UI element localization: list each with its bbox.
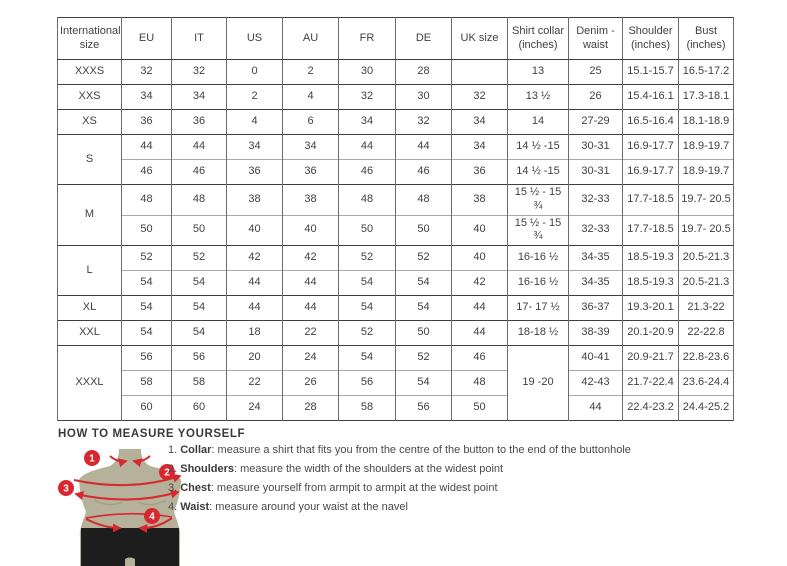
table-cell: 36 xyxy=(172,110,227,135)
table-cell: 42 xyxy=(227,246,283,271)
column-header: Shirt collar (inches) xyxy=(508,18,569,60)
table-cell: 25 xyxy=(569,60,623,85)
table-cell: 48 xyxy=(396,185,452,216)
table-row xyxy=(58,60,734,85)
measure-step xyxy=(168,460,648,479)
table-cell: 34 xyxy=(283,135,339,160)
table-cell: 14 xyxy=(508,110,569,135)
measure-step xyxy=(168,498,648,517)
column-header: International size xyxy=(58,18,122,60)
table-cell: 34 xyxy=(452,110,508,135)
table-cell: 30-31 xyxy=(569,160,623,185)
table-cell: 19.3-20.1 xyxy=(623,296,679,321)
table-cell: 32 xyxy=(122,60,172,85)
table-cell: 60 xyxy=(172,396,227,421)
table-cell: 46 xyxy=(452,346,508,371)
table-cell: 52 xyxy=(339,246,396,271)
table-cell: 21.3-22 xyxy=(679,296,734,321)
table-cell: 13 xyxy=(508,60,569,85)
step-text: : measure a shirt that fits you from the centre of the button to the end of the buttonhole xyxy=(211,444,631,456)
step-number: 2. xyxy=(168,463,181,475)
table-row xyxy=(58,110,734,135)
table-row xyxy=(58,321,734,346)
table-cell: 52 xyxy=(172,246,227,271)
table-cell: 32 xyxy=(396,110,452,135)
table-cell: 52 xyxy=(396,246,452,271)
size-label: XXXS xyxy=(58,60,122,85)
table-cell: 32-33 xyxy=(569,185,623,216)
table-row xyxy=(58,271,734,296)
table-cell: 50 xyxy=(396,321,452,346)
table-cell: 19.7- 20.5 xyxy=(679,215,734,246)
table-cell xyxy=(452,60,508,85)
table-cell: 52 xyxy=(339,321,396,346)
table-row xyxy=(58,371,734,396)
step-label: Shoulders xyxy=(180,463,235,475)
table-cell: 54 xyxy=(172,296,227,321)
table-cell: 15.4-16.1 xyxy=(623,85,679,110)
table-cell: 34-35 xyxy=(569,246,623,271)
table-cell: 22 xyxy=(227,371,283,396)
step-text: : measure around your waist at the navel xyxy=(209,501,408,513)
measure-heading: HOW TO MEASURE YOURSELF xyxy=(58,428,246,440)
table-cell: 50 xyxy=(172,215,227,246)
table-cell: 0 xyxy=(227,60,283,85)
table-cell: 50 xyxy=(396,215,452,246)
size-table-body xyxy=(58,60,734,421)
measure-point-3 xyxy=(58,480,74,496)
table-cell: 54 xyxy=(122,271,172,296)
table-cell: 36 xyxy=(122,110,172,135)
table-cell: 18.1-18.9 xyxy=(679,110,734,135)
table-row xyxy=(58,396,734,421)
table-cell: 20 xyxy=(227,346,283,371)
table-cell: 54 xyxy=(339,296,396,321)
step-text: : measure yourself from armpit to armpit at the widest point xyxy=(210,482,498,494)
size-label: XL xyxy=(58,296,122,321)
table-cell: 22 xyxy=(283,321,339,346)
table-cell: 34-35 xyxy=(569,271,623,296)
table-cell: 56 xyxy=(396,396,452,421)
table-cell: 44 xyxy=(283,271,339,296)
step-number: 1. xyxy=(168,444,181,456)
table-cell: 38 xyxy=(283,185,339,216)
table-cell: 19 -20 xyxy=(508,346,569,421)
table-cell: 28 xyxy=(283,396,339,421)
table-cell: 54 xyxy=(396,296,452,321)
table-cell: 48 xyxy=(339,185,396,216)
table-cell: 26 xyxy=(283,371,339,396)
table-cell: 27-29 xyxy=(569,110,623,135)
table-cell: 6 xyxy=(283,110,339,135)
table-row xyxy=(58,346,734,371)
column-header: EU xyxy=(122,18,172,60)
size-chart-table xyxy=(57,17,734,421)
table-cell: 38 xyxy=(452,185,508,216)
table-cell: 15.1-15.7 xyxy=(623,60,679,85)
table-row xyxy=(58,135,734,160)
table-cell: 4 xyxy=(283,85,339,110)
size-label: XS xyxy=(58,110,122,135)
table-cell: 20.5-21.3 xyxy=(679,246,734,271)
table-cell: 15 ½ - 15 ¾ xyxy=(508,185,569,216)
column-header: IT xyxy=(172,18,227,60)
table-cell: 34 xyxy=(122,85,172,110)
table-cell: 56 xyxy=(339,371,396,396)
table-row xyxy=(58,185,734,216)
table-cell: 54 xyxy=(339,346,396,371)
table-cell: 40 xyxy=(283,215,339,246)
table-header-row xyxy=(58,18,734,60)
table-cell: 44 xyxy=(339,135,396,160)
size-label: L xyxy=(58,246,122,296)
table-cell: 36 xyxy=(227,160,283,185)
table-cell: 50 xyxy=(122,215,172,246)
table-cell: 40-41 xyxy=(569,346,623,371)
table-cell: 36 xyxy=(452,160,508,185)
table-cell: 44 xyxy=(283,296,339,321)
table-cell: 44 xyxy=(172,135,227,160)
table-row xyxy=(58,246,734,271)
table-cell: 17.7-18.5 xyxy=(623,215,679,246)
table-cell: 26 xyxy=(569,85,623,110)
table-cell: 40 xyxy=(452,246,508,271)
table-cell: 34 xyxy=(227,135,283,160)
table-cell: 46 xyxy=(172,160,227,185)
table-cell: 52 xyxy=(396,346,452,371)
table-row xyxy=(58,160,734,185)
measure-steps xyxy=(168,441,648,517)
table-cell: 20.5-21.3 xyxy=(679,271,734,296)
table-cell: 42 xyxy=(452,271,508,296)
measure-point-number: 2 xyxy=(164,467,170,479)
table-cell: 32-33 xyxy=(569,215,623,246)
table-cell: 24 xyxy=(227,396,283,421)
size-label: S xyxy=(58,135,122,185)
table-cell: 44 xyxy=(227,296,283,321)
table-cell: 54 xyxy=(172,321,227,346)
table-cell: 54 xyxy=(396,271,452,296)
table-cell: 42-43 xyxy=(569,371,623,396)
table-cell: 34 xyxy=(172,85,227,110)
table-cell: 56 xyxy=(172,346,227,371)
table-cell: 46 xyxy=(122,160,172,185)
table-cell: 14 ½ -15 xyxy=(508,135,569,160)
column-header: Bust (inches) xyxy=(679,18,734,60)
table-cell: 38 xyxy=(227,185,283,216)
measure-point-1 xyxy=(84,450,100,466)
table-cell: 22.4-23.2 xyxy=(623,396,679,421)
measure-point-number: 1 xyxy=(89,453,95,465)
table-cell: 22-22.8 xyxy=(679,321,734,346)
table-cell: 16-16 ½ xyxy=(508,271,569,296)
table-cell: 23.6-24.4 xyxy=(679,371,734,396)
table-cell: 16.9-17.7 xyxy=(623,135,679,160)
table-cell: 16-16 ½ xyxy=(508,246,569,271)
step-number: 4. xyxy=(168,501,181,513)
table-cell: 36 xyxy=(283,160,339,185)
table-cell: 54 xyxy=(396,371,452,396)
table-cell: 19.7- 20.5 xyxy=(679,185,734,216)
table-cell: 36-37 xyxy=(569,296,623,321)
table-cell: 24.4-25.2 xyxy=(679,396,734,421)
table-cell: 56 xyxy=(122,346,172,371)
table-cell: 32 xyxy=(339,85,396,110)
table-cell: 46 xyxy=(396,160,452,185)
table-cell: 20.9-21.7 xyxy=(623,346,679,371)
size-label: XXS xyxy=(58,85,122,110)
column-header: FR xyxy=(339,18,396,60)
size-label: M xyxy=(58,185,122,246)
table-cell: 21.7-22.4 xyxy=(623,371,679,396)
table-cell: 44 xyxy=(122,135,172,160)
table-cell: 13 ½ xyxy=(508,85,569,110)
table-cell: 30 xyxy=(339,60,396,85)
table-cell: 18.9-19.7 xyxy=(679,135,734,160)
measure-step xyxy=(168,479,648,498)
table-cell: 48 xyxy=(122,185,172,216)
table-cell: 18.5-19.3 xyxy=(623,271,679,296)
step-text: : measure the width of the shoulders at the widest point xyxy=(234,463,504,475)
table-cell: 40 xyxy=(452,215,508,246)
table-cell: 44 xyxy=(227,271,283,296)
table-cell: 54 xyxy=(122,321,172,346)
table-cell: 42 xyxy=(283,246,339,271)
table-cell: 54 xyxy=(172,271,227,296)
table-cell: 58 xyxy=(172,371,227,396)
table-cell: 54 xyxy=(122,296,172,321)
table-cell: 15 ½ - 15 ¾ xyxy=(508,215,569,246)
measure-point-number: 3 xyxy=(63,483,69,495)
measure-step xyxy=(168,441,648,460)
table-cell: 46 xyxy=(339,160,396,185)
table-cell: 16.5-16.4 xyxy=(623,110,679,135)
table-cell: 18-18 ½ xyxy=(508,321,569,346)
table-cell: 54 xyxy=(339,271,396,296)
table-cell: 48 xyxy=(452,371,508,396)
column-header: Denim - waist xyxy=(569,18,623,60)
size-label: XXXL xyxy=(58,346,122,421)
table-row xyxy=(58,296,734,321)
measure-point-number: 4 xyxy=(149,511,155,523)
table-cell: 58 xyxy=(339,396,396,421)
table-cell: 44 xyxy=(452,296,508,321)
table-cell: 30 xyxy=(396,85,452,110)
table-cell: 60 xyxy=(122,396,172,421)
table-cell: 4 xyxy=(227,110,283,135)
table-cell: 17- 17 ½ xyxy=(508,296,569,321)
table-cell: 44 xyxy=(452,321,508,346)
table-cell: 22.8-23.6 xyxy=(679,346,734,371)
table-row xyxy=(58,215,734,246)
table-cell: 14 ½ -15 xyxy=(508,160,569,185)
table-cell: 24 xyxy=(283,346,339,371)
table-cell: 32 xyxy=(452,85,508,110)
measure-point-4 xyxy=(144,508,160,524)
table-cell: 34 xyxy=(339,110,396,135)
table-cell: 30-31 xyxy=(569,135,623,160)
table-cell: 52 xyxy=(122,246,172,271)
size-label: XXL xyxy=(58,321,122,346)
step-label: Chest xyxy=(180,482,211,494)
column-header: AU xyxy=(283,18,339,60)
table-cell: 18 xyxy=(227,321,283,346)
table-cell: 50 xyxy=(339,215,396,246)
table-row xyxy=(58,85,734,110)
column-header: Shoulder (inches) xyxy=(623,18,679,60)
table-cell: 58 xyxy=(122,371,172,396)
table-cell: 34 xyxy=(452,135,508,160)
step-label: Collar xyxy=(180,444,212,456)
table-cell: 38-39 xyxy=(569,321,623,346)
table-cell: 16.9-17.7 xyxy=(623,160,679,185)
table-cell: 2 xyxy=(283,60,339,85)
table-cell: 16.5-17.2 xyxy=(679,60,734,85)
step-number: 3. xyxy=(168,482,181,494)
table-cell: 18.9-19.7 xyxy=(679,160,734,185)
table-cell: 17.7-18.5 xyxy=(623,185,679,216)
table-cell: 44 xyxy=(569,396,623,421)
table-cell: 17.3-18.1 xyxy=(679,85,734,110)
table-cell: 32 xyxy=(172,60,227,85)
table-cell: 48 xyxy=(172,185,227,216)
table-cell: 18.5-19.3 xyxy=(623,246,679,271)
column-header: UK size xyxy=(452,18,508,60)
table-cell: 28 xyxy=(396,60,452,85)
column-header: DE xyxy=(396,18,452,60)
step-label: Waist xyxy=(180,501,210,513)
table-cell: 44 xyxy=(396,135,452,160)
column-header: US xyxy=(227,18,283,60)
table-cell: 20.1-20.9 xyxy=(623,321,679,346)
table-cell: 50 xyxy=(452,396,508,421)
table-cell: 2 xyxy=(227,85,283,110)
table-cell: 40 xyxy=(227,215,283,246)
